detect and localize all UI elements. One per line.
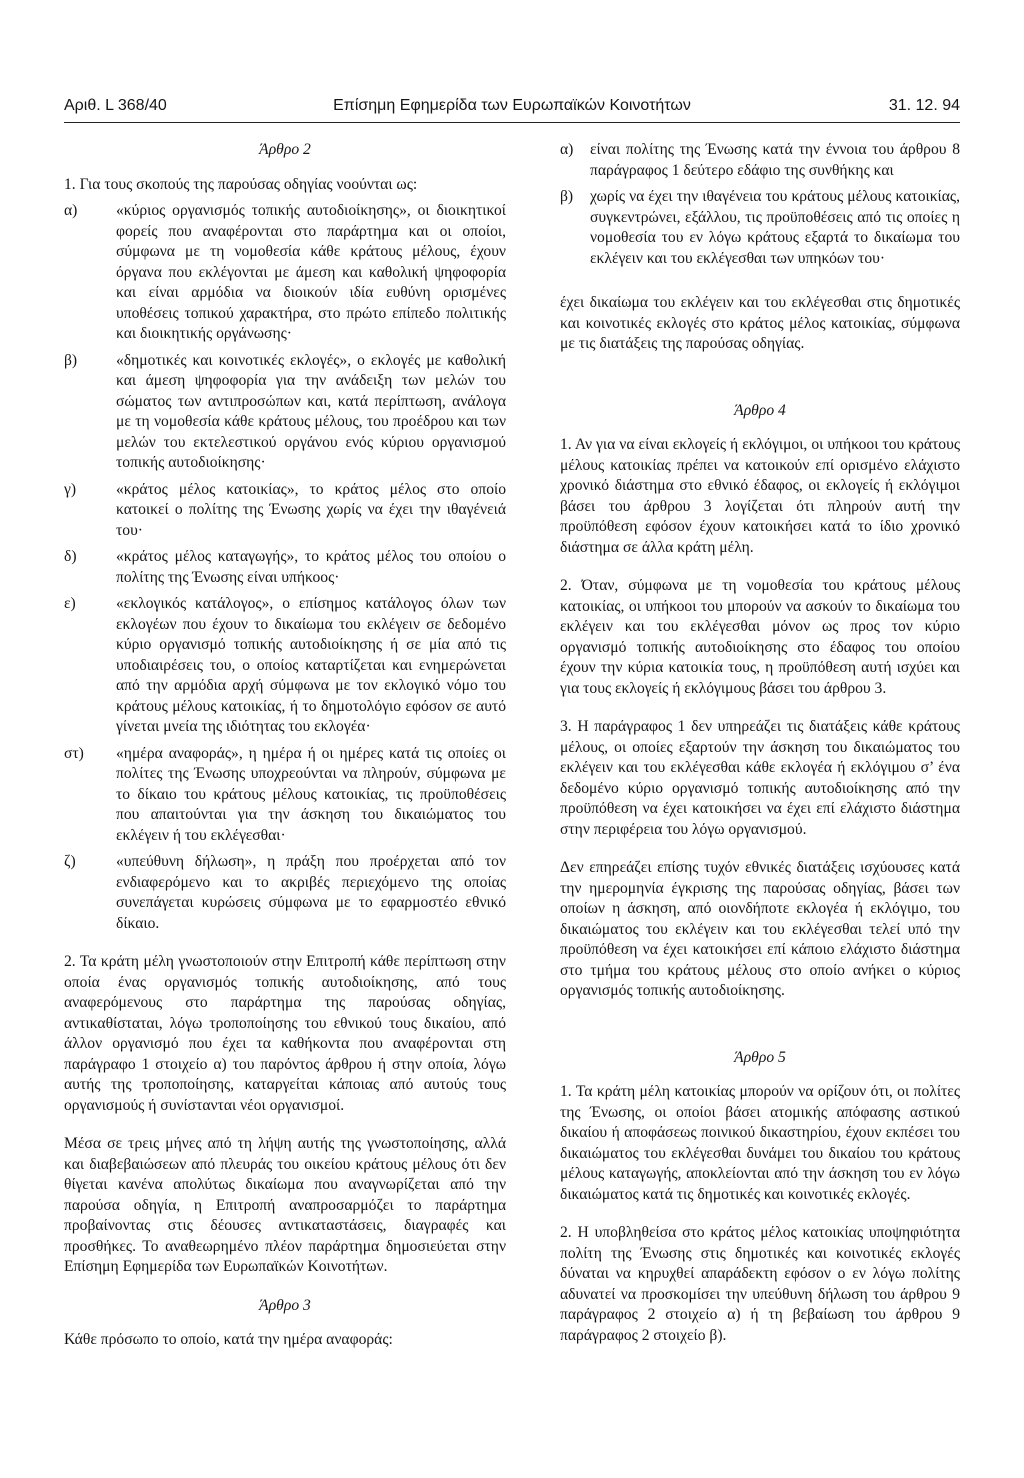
item-text: χωρίς να έχει την ιθαγένεια του κράτους μέλους κατοικίας, συγκεντρώνει, εξάλλου, τις προϋποθέσεις από τις οποίες η νομοθεσία του εν λόγω κράτους εξαρτά το δικαίωμα του εκλέγειν και του εκλέγεσθαι των υπηκόων του· [590,188,960,267]
definition-item [64,547,506,588]
journal-title: Επίσημη Εφημερίδα των Ευρωπαϊκών Κοινοτήτων [333,97,691,114]
article-4-heading: Άρθρο 4 [734,401,786,419]
right-column [560,140,960,1364]
article-5-para-2: 2. Η υποβληθείσα στο κράτος μέλος κατοικίας υποψηφιότητα πολίτη της Ένωσης στις δημοτικές και κοινοτικές εκλογές δύναται να κηρυχθεί απαράδεκτη εφόσον ο εν λόγω πολίτης αδυνατεί να προσκομίσει την υπεύθυνη δήλωση του άρθρου 9 παράγραφος 2 στοιχείο α) ή τη βεβαίωση του άρθρου 9 παράγραφος 2 στοιχείο β). [560,1224,960,1344]
article-3-para-1: Κάθε πρόσωπο το οποίο, κατά την ημέρα αναφοράς: [64,1331,393,1348]
page-header [64,96,960,123]
article-2-para-3: Μέσα σε τρεις μήνες από τη λήψη αυτής της γνωστοποίησης, αλλά και διαβεβαιώσεων από πλευράς του οικείου κράτους μέλους ότι δεν θίγεται κανένα απολύτως δικαίωμα που αναγνωρίζεται από την παρούσα οδηγία, η Επιτροπή αναπροσαρμόζει το παράρτημα προβαίνοντας στις δέουσες αντικαταστάσεις, διαγραφές και προσθήκες. Το αναθεωρημένο πλέον παράρτημα δημοσιεύεται στην Επίσημη Εφημερίδα των Ευρωπαϊκών Κοινοτήτων. [64,1135,506,1275]
item-label: δ) [64,548,77,565]
item-label: β) [560,188,574,205]
definition-item [64,351,506,474]
definition-item [64,594,506,738]
item-text: «υπεύθυνη δήλωση», η πράξη που προέρχεται από τον ενδιαφερόμενο και το ακριβές περιεχόμενο της οποίας συνεπάγεται κυρώσεις σύμφωνα με το εφαρμοστέο εθνικό δίκαιο. [116,853,506,932]
item-text: «ημέρα αναφοράς», η ημέρα ή οι ημέρες κατά τις οποίες οι πολίτες της Ένωσης υποχρεούνται να πληρούν, σύμφωνα με το δίκαιο του κράτους μέλους κατοικίας, τις προϋποθέσεις που απαιτούνται για την άσκηση του δικαιώματος του εκλέγειν ή του εκλέγεσθαι· [116,744,506,844]
item-text: είναι πολίτης της Ένωσης κατά την έννοια του άρθρου 8 παράγραφος 1 δεύτερο εδάφιο της συνθήκης και [590,141,960,179]
article-3-heading: Άρθρο 3 [259,1296,311,1314]
item-label: α) [64,202,78,219]
item-label: γ) [64,480,77,498]
article-5-heading: Άρθρο 5 [734,1048,786,1066]
item-text: «κράτος μέλος καταγωγής», το κράτος μέλος του οποίου ο πολίτης της Ένωσης είναι υπήκοος· [116,548,506,586]
item-label: στ) [64,744,84,762]
definition-item [64,480,506,542]
item-text: «εκλογικός κατάλογος», ο επίσημος κατάλογος όλων των εκλογέων που έχουν το δικαίωμα του εκλέγειν σε δεδομένο κύριο οργανισμό τοπικής αυτοδιοίκησης ή σε μία από τις υποδιαιρέσεις του, ο οποίος καταρτίζεται και ενημερώνεται από την αρμόδια αρχή σύμφωνα με τον εκλογικό νόμο του κράτους μέλους κατοικίας, ή το δημοτολόγιο εφόσον σε αυτό γίνεται μνεία της ιδιότητας του εκλογέα· [116,595,506,735]
item-text: «δημοτικές και κοινοτικές εκλογές», ο εκλογές με καθολική και άμεση ψηφοφορία για την ανάδειξη των μελών του σώματος των αντιπροσώπων και, κατά περίπτωση, ανάλογα με τη νομοθεσία κάθε κράτους μέλους, του προέδρου και των μελών του εκτελεστικού οργάνου ενός κύριου οργανισμού τοπικής αυτοδιοίκησης· [116,351,506,471]
item-text: «κράτος μέλος κατοικίας», το κράτος μέλος στο οποίο κατοικεί ο πολίτης της Ένωσης χωρίς να έχει την ιθαγένειά του· [116,480,506,539]
article-2-heading: Άρθρο 2 [259,141,311,158]
article-2-para-1: 1. Για τους σκοπούς της παρούσας οδηγίας νοούνται ως: [64,175,418,193]
left-column [64,140,506,1369]
article-4-para-4: Δεν επηρεάζει επίσης τυχόν εθνικές διατάξεις ισχύουσες κατά την ημερομηνία έγκρισης της παρούσας οδηγίας, βάσει των οποίων η άσκηση, από οιονδήποτε εκλογέα ή εκλόγιμο, του δικαιώματος του εκλέγειν και του εκλέγεσθαι τελεί υπό την προϋπόθεση να έχει κατοικήσει επί κάποιο ελάχιστο διάστημα στο τμήμα του κράτους μέλους στο οποίο ανήκει ο κύριος οργανισμός τοπικής αυτοδιοίκησης. [560,859,960,999]
article-4-para-2: 2. Όταν, σύμφωνα με τη νομοθεσία του κράτους μέλους κατοικίας, οι υπήκοοι του μπορούν να ασκούν το δικαίωμα του εκλέγειν και του εκλέγεσθαι μόνον ως προς τον κύριο οργανισμό τοπικής αυτοδιοίκησης στο έδαφος του οποίου έχουν την κύρια κατοικία τους, η προϋπόθεση αυτή ισχύει και για τους εκλογείς ή εκλόγιμους βάσει του άρθρου 3. [560,577,960,697]
condition-item [560,187,960,269]
item-text: «κύριος οργανισμός τοπικής αυτοδιοίκησης», οι διοικητικοί φορείς που αναφέρονται στο παράρτημα και οι οποίοι, σύμφωνα με τη νομοθεσία κάθε κράτους μέλους, έχουν όργανα που εκλέγονται με άμεση και καθολική ψηφοφορία και είναι αρμόδια να διοικούν ιδία ευθύνη ορισμένες υποθέσεις τοπικού χαρακτήρα, στο πρώτο επίπεδο πολιτικής και διοικητικής οργάνωσης· [116,202,506,342]
article-3-para-2: έχει δικαίωμα του εκλέγειν και του εκλέγεσθαι στις δημοτικές και κοινοτικές εκλογές στο κράτος μέλος κατοικίας, σύμφωνα με τις διατάξεις της παρούσας οδηγίας. [560,294,960,352]
article-4-para-1: 1. Αν για να είναι εκλογείς ή εκλόγιμοι, οι υπήκοοι του κράτους μέλους κατοικίας πρέπει να κατοικούν επί ορισμένο ελάχιστο χρονικό διάστημα στο εθνικό έδαφος, οι εκλογείς ή εκλόγιμοι βάσει του άρθρου 3 λογίζεται ότι πληρούν αυτή την προϋπόθεση εφόσον έχουν κατοικήσει κατά το ίδιο χρονικό διάστημα σε άλλα κράτη μέλη. [560,436,960,556]
item-label: ε) [64,595,76,612]
definition-item [64,852,506,934]
publication-date: 31. 12. 94 [888,97,960,114]
item-label: β) [64,351,78,369]
item-label: ζ) [64,853,76,870]
article-4-para-3: 3. Η παράγραφος 1 δεν υπηρεάζει τις διατάξεις κάθε κράτους μέλους, οι οποίες εξαρτούν την άσκηση του δικαιώματος του εκλέγειν και του εκλέγεσθαι κάθε εκλογέα ή εκλόγιμου σ’ ένα δεδομένο κύριο οργανισμό τοπικής αυτοδιοίκησης από την προϋπόθεση να έχει κατοικήσει να έχει επί ελάχιστο διάστημα στην περιφέρεια του λόγω οργανισμού. [560,718,960,838]
condition-item [560,140,960,181]
definition-item [64,744,506,847]
item-label: α) [560,141,574,158]
page-reference: Αριθ. L 368/40 [64,97,167,114]
definition-item [64,201,506,345]
article-2-para-2: 2. Τα κράτη μέλη γνωστοποιούν στην Επιτροπή κάθε περίπτωση στην οποία ένας οργανισμός τοπικής αυτοδιοίκησης, από τους αναφερόμενους στο παράρτημα της παρούσας οδηγίας, αντικαθίσταται, λόγω τροποποίησης του εθνικού τους δικαίου, από άλλον οργανισμό που έχει τα καθήκοντα που αναφέρονται στη παράγραφο 1 στοιχείο α) του παρόντος άρθρου ή στην οποία, λόγω αυτής της τροποποίησης, καταργείται κάποιας από αυτούς τους οργανισμούς ή συνίστανται νέοι οργανισμοί. [64,953,506,1114]
article-5-para-1: 1. Τα κράτη μέλη κατοικίας μπορούν να ορίζουν ότι, οι πολίτες της Ένωσης, οι οποίοι βάσει ατομικής απόφασης αστικού δικαίου ή αποφάσεως ποινικού δικαστηρίου, έχουν εκπέσει του δικαιώματος του εκλέγεσθαι δυνάμει του δικαίου του κράτους μέλους καταγωγής, αποκλείονται από την άσκηση του εν λόγω δικαιώματος κατά τις δημοτικές και κοινοτικές εκλογές. [560,1083,960,1203]
